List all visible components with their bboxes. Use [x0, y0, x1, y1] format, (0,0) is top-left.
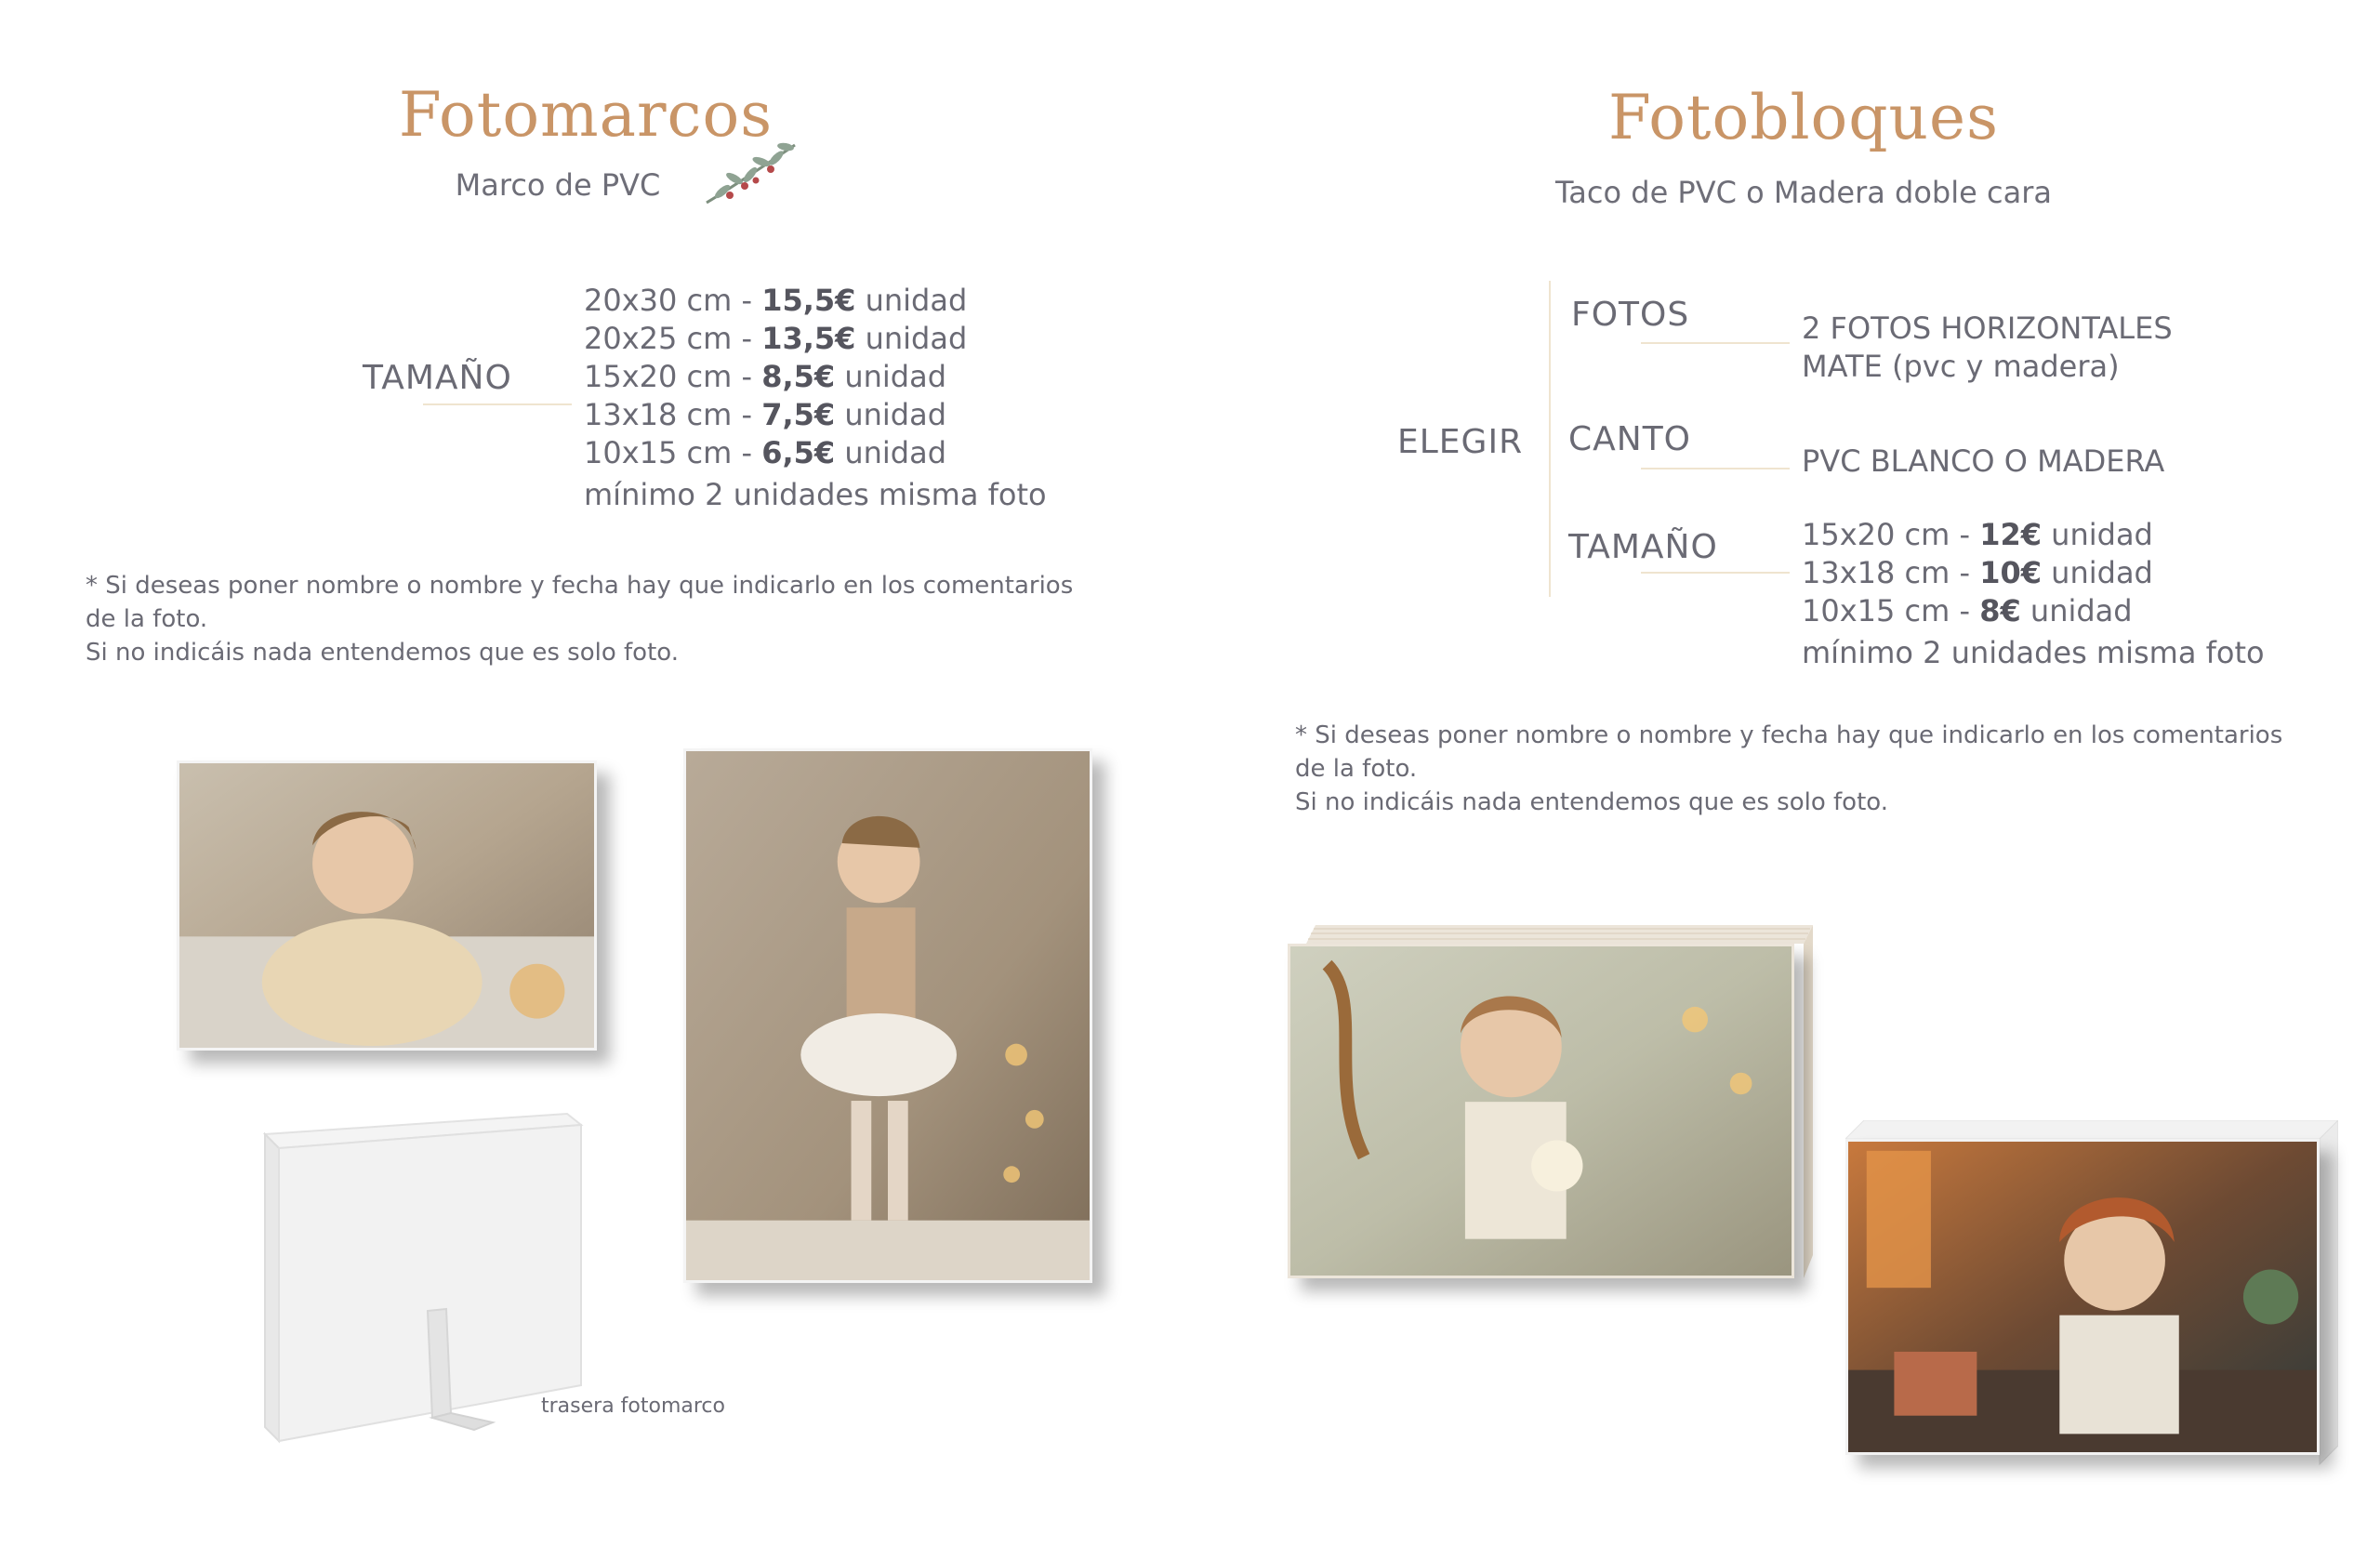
size-rule	[1641, 572, 1790, 574]
note-line: Si no indicáis nada entendemos que es solo foto.	[86, 639, 680, 667]
note-line: de la foto.	[86, 605, 208, 633]
photo-block-boy	[1288, 944, 1794, 1278]
fotobloques-title: Fotobloques	[1608, 82, 1999, 153]
minimum-note: mínimo 2 unidades misma foto	[584, 477, 1047, 512]
fotobloques-note	[1295, 719, 2364, 819]
photos-value-line2: MATE (pvc y madera)	[1802, 349, 2120, 384]
frame-back-illustration	[260, 1106, 586, 1450]
minimum-note: mínimo 2 unidades misma foto	[1802, 635, 2265, 670]
fotobloques-subtitle: Taco de PVC o Madera doble cara	[1555, 175, 2052, 210]
price-line: 10x15 cm - 8€ unidad	[1802, 593, 2133, 628]
fotomarcos-price-list	[584, 282, 1047, 514]
price-line: 15x20 cm - 8,5€ unidad	[584, 359, 947, 394]
framed-photo-vertical	[683, 748, 1092, 1283]
options-divider	[1549, 281, 1551, 597]
price-line: 15x20 cm - 12€ unidad	[1802, 517, 2153, 552]
photos-rule	[1641, 342, 1790, 344]
note-line: * Si deseas poner nombre o nombre y fecha hay que indicarlo en los comentarios	[1295, 721, 2283, 749]
note-line: Si no indicáis nada entendemos que es solo foto.	[1295, 788, 1889, 816]
edge-value: PVC BLANCO O MADERA	[1802, 443, 2165, 479]
price-line: 13x18 cm - 10€ unidad	[1802, 555, 2153, 590]
holly-branch-icon	[702, 138, 800, 207]
photos-label: FOTOS	[1571, 296, 1690, 334]
price-line: 13x18 cm - 7,5€ unidad	[584, 397, 947, 432]
photos-value-line1: 2 FOTOS HORIZONTALES	[1802, 311, 2173, 346]
edge-label: CANTO	[1568, 420, 1692, 458]
note-line: de la foto.	[1295, 755, 1418, 783]
photo-block-girl	[1845, 1139, 2320, 1455]
fotomarcos-subtitle: Marco de PVC	[455, 167, 661, 203]
size-label: TAMAÑO	[1568, 528, 1718, 566]
frame-back-caption: trasera fotomarco	[541, 1395, 725, 1418]
price-line: 20x30 cm - 15,5€ unidad	[584, 283, 968, 318]
choose-label: ELEGIR	[1397, 423, 1524, 461]
price-line: 20x25 cm - 13,5€ unidad	[584, 321, 968, 356]
note-line: * Si deseas poner nombre o nombre y fecha hay que indicarlo en los comentarios	[86, 572, 1074, 600]
fotomarcos-note	[86, 569, 1164, 669]
size-label: TAMAÑO	[363, 359, 512, 397]
framed-photo-horizontal	[177, 760, 597, 1051]
price-line: 10x15 cm - 6,5€ unidad	[584, 435, 947, 470]
fotobloques-price-list	[1802, 516, 2265, 672]
edge-rule	[1641, 468, 1790, 469]
fotomarcos-title: Fotomarcos	[398, 79, 774, 151]
size-label-rule	[423, 403, 572, 405]
